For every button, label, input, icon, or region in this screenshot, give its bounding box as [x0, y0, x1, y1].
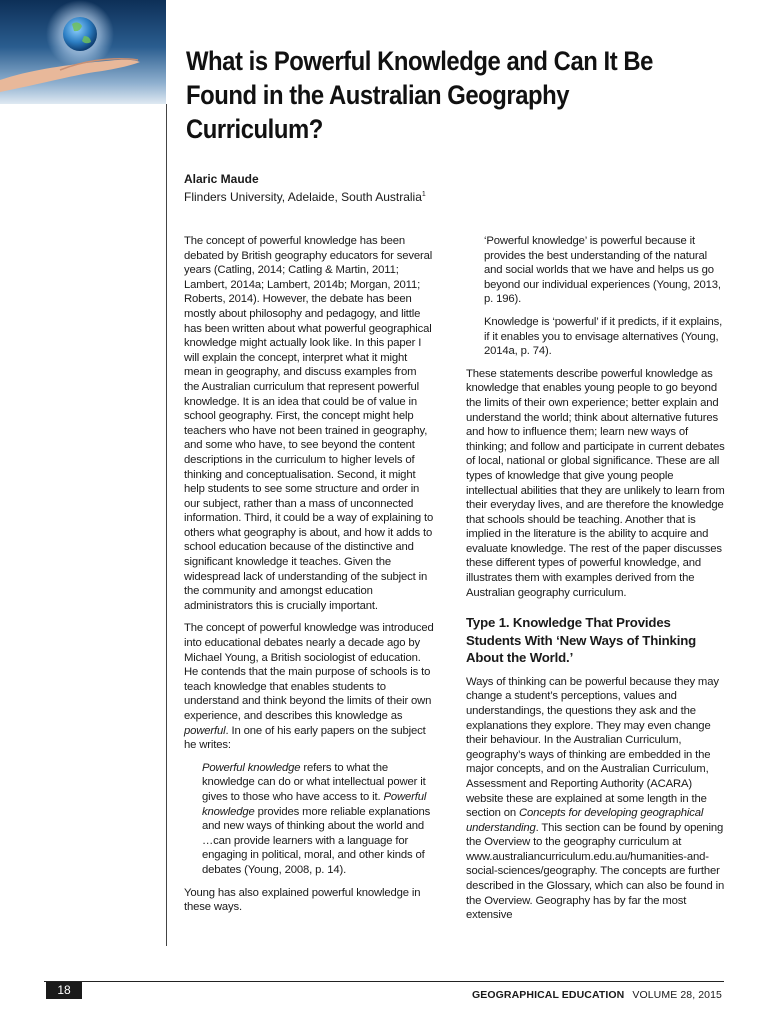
- footer-rule: [44, 981, 724, 982]
- hand-holding-globe-image: [0, 0, 166, 104]
- paragraph: Ways of thinking can be powerful because they may change a student’s perceptions, values and understandings, the questions they ask and the explanations they explore. They may even change their behaviour. In the Australian Curriculum, geography’s ways of thinking are embedded in the major concepts, and on the Australian Curriculum, Assessment and Reporting Authority (ACARA) website these are explained at some length in the section on Concepts for developing geographical understanding. This section can be found by opening the Overview to the geography curriculum at www.australiancurriculum.edu.au/humanities-and-social-sciences/geography. The concepts are further described in the Glossary, which can also be found in the Overview. Geography has by far the most extensive: [466, 675, 725, 922]
- paragraph: The concept of powerful knowledge has been debated by British geography educators for several years (Catling, 2014; Catling & Martin, 2011; Lambert, 2014a; Lambert, 2014b; Morgan, 2011; Roberts, 2014). However, the debate has been mostly about philosophy and pedagogy, and little has been written about what powerful geographical knowledge might actually look like. In this paper I will explain the concept, interpret what it might mean in geography, and discuss examples from the Australian curriculum that represent powerful knowledge. It is an idea that could be of value in school geography. First, the concept might help teachers who have not been trained in geography, and some who have, to see beyond the content descriptions in the curriculum to higher levels of thinking and conceptualisation. Second, it might help students to see some structure and order in our subject, rather than a mass of unconnected information. Third, it could be a way of explaining to others what geography is about, and how it adds to school education because of the distinctive and significant knowledge it teaches. Given the widespread lack of understanding of the subject in the community and amongst education administrators this is crucially important.: [184, 235, 434, 612]
- column-divider: [166, 104, 167, 946]
- block-quote: ‘Powerful knowledge’ is powerful because it provides the best understanding of the natural and social worlds that we have and helps us go beyond our individual experiences (Young, 2013, p. 196).: [484, 235, 721, 306]
- globe-icon: [0, 0, 166, 104]
- section-heading: Type 1. Knowledge That Provides Students With ‘New Ways of Thinking About the World.’: [466, 615, 697, 666]
- journal-name: GEOGRAPHICAL EDUCATION: [472, 989, 625, 1001]
- block-quote: Knowledge is ‘powerful’ if it predicts, if it explains, if it enables you to envisage alternatives (Young, 2014a, p. 74).: [484, 315, 723, 358]
- author-name: Alaric Maude: [184, 172, 259, 186]
- page-number: 18: [46, 982, 82, 999]
- author-affiliation-line: [184, 187, 426, 205]
- paragraph: The concept of powerful knowledge was introduced into educational debates nearly a decade ago by Michael Young, a British sociologist of education. He contends that the main purpose of schools is to teach knowledge that enables students to understand and think beyond the limits of their own experience, and describes this knowledge as powerful. In one of his early papers on the subject he writes:: [184, 622, 434, 752]
- body-column-left: [184, 234, 434, 923]
- body-column-right: [466, 234, 726, 931]
- article-title: What is Powerful Knowledge and Can It Be Found in the Australian Geography Curriculum?: [186, 46, 654, 144]
- journal-volume: VOLUME 28, 2015: [632, 989, 722, 1001]
- block-quote: Powerful knowledge refers to what the knowledge can do or what intellectual power it gives to those who have access to it. Powerful knowledge provides more reliable explanations and new ways of thinking about the world and …can provide learners with a language for engaging in political, moral, and other kinds of debates (Young, 2008, p. 14).: [202, 761, 431, 876]
- author-block: [184, 172, 426, 205]
- paragraph: Young has also explained powerful knowledge in these ways.: [184, 886, 421, 914]
- author-affiliation: Flinders University, Adelaide, South Australia: [184, 190, 422, 204]
- running-footer: [472, 989, 722, 1001]
- paragraph: These statements describe powerful knowledge as knowledge that enables young people to go beyond the limits of their own experience; better explain and understand the world; think about alternative futures and how to influence them; learn new ways of thinking; and follow and participate in current debates of local, national or global significance. These are all types of knowledge that give young people intellectual abilities that they are unlikely to learn from their everyday lives, and are therefore the knowledge that schools should be teaching. Another that is implied in the literature is the ability to acquire and evaluate knowledge. The rest of the paper discusses these different types of powerful knowledge, and illustrates them with examples derived from the Australian geography curriculum.: [466, 367, 725, 599]
- footnote-marker: 1: [421, 191, 426, 198]
